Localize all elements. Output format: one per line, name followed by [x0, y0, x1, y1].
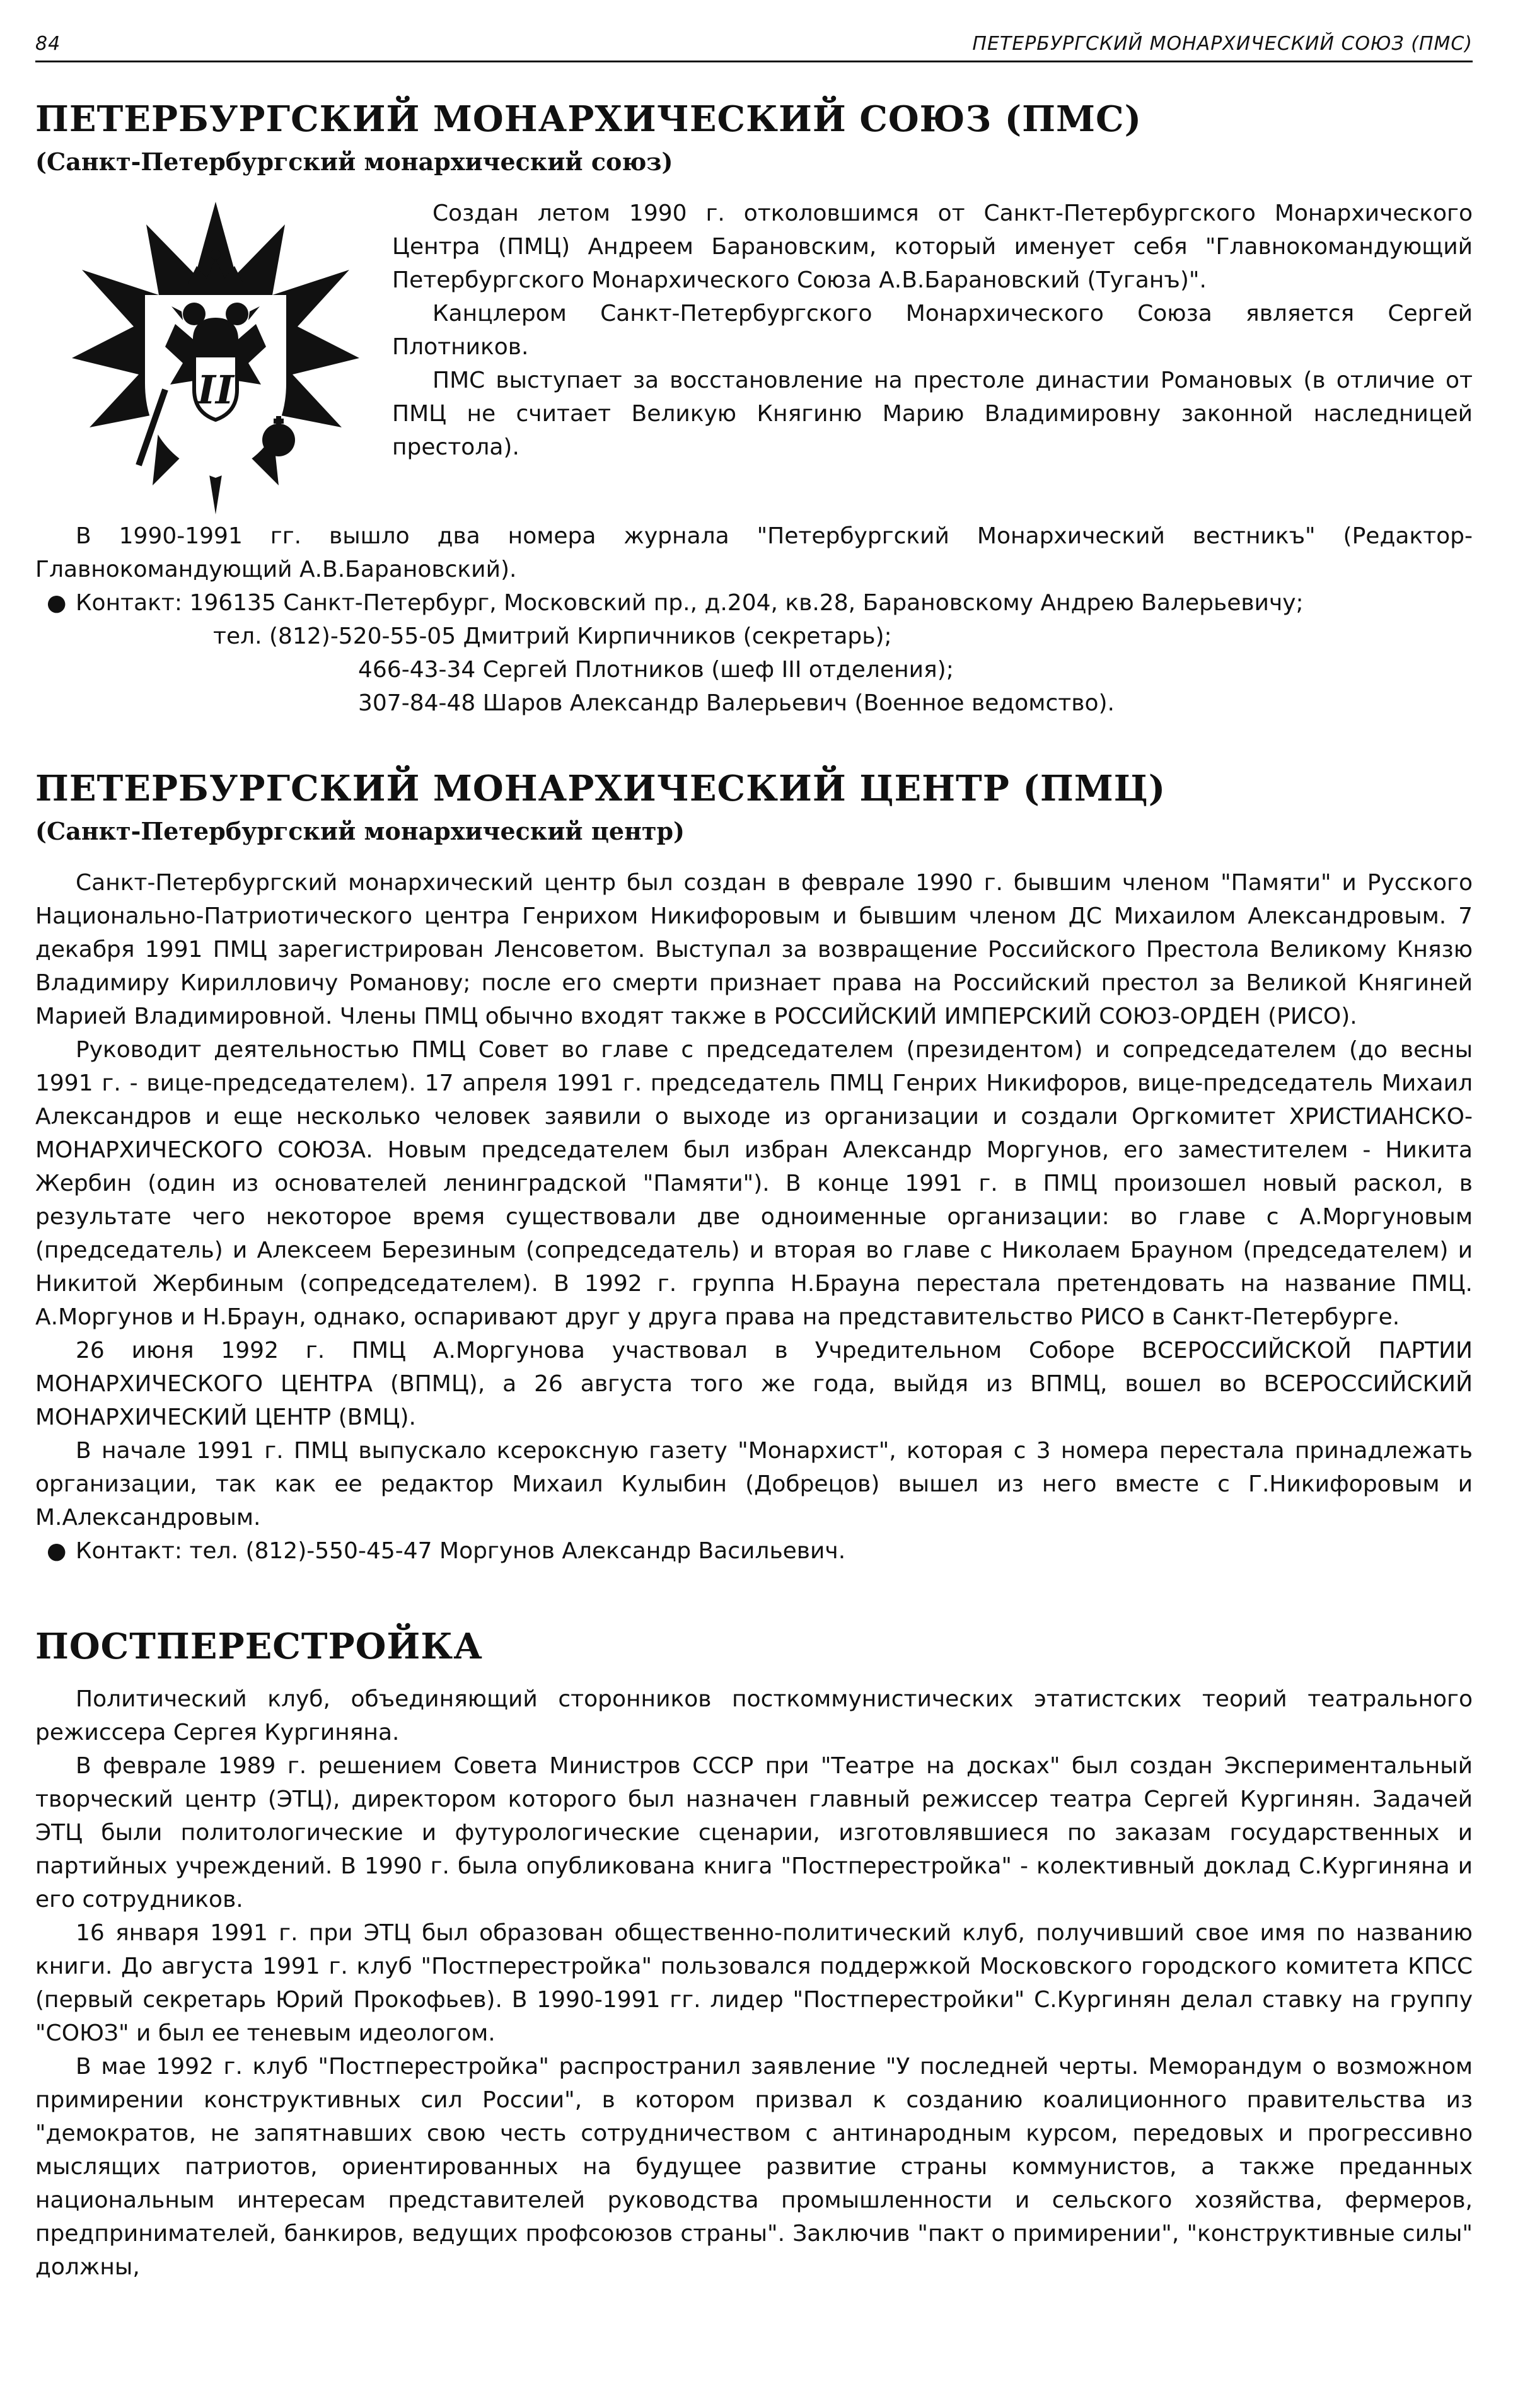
paragraph: Политический клуб, объединяющий сторонников посткоммунистических этатистских теорий театрального режиссера Сергея Кургиняна.: [35, 1686, 1473, 1745]
paragraph: В 1990-1991 гг. вышло два номера журнала "Петербургский Монархический вестникъ" (Редактор-Главнокомандующий А.В.Барановский).: [35, 523, 1473, 582]
paragraph: 26 июня 1992 г. ПМЦ А.Моргунова участвовал в Учредительном Соборе ВСЕРОССИЙСКОЙ ПАРТИИ МОНАРХИЧЕСКОГО ЦЕНТРА (ВПМЦ), а 26 августа того же года, выйдя из ВПМЦ, вошел во ВСЕРОССИЙСКИЙ МОНАРХИЧЕСКИЙ ЦЕНТР (ВМЦ).: [35, 1338, 1473, 1430]
contact-address: Контакт: 196135 Санкт-Петербург, Московский пр., д.204, кв.28, Барановскому Андрею Валерьевичу;: [76, 590, 1304, 616]
double-headed-eagle-emblem-icon: [71, 200, 361, 516]
section-pmc: [35, 764, 1473, 1568]
section-title: ПОСТПЕРЕСТРОЙКА: [35, 1626, 483, 1667]
contact-phone: тел. (812)-520-55-05 Дмитрий Кирпичников (секретарь);: [213, 623, 892, 649]
section-pms: [35, 95, 1473, 720]
contact-phone: Контакт: тел. (812)-550-45-47 Моргунов Александр Васильевич.: [76, 1538, 846, 1564]
contact-phone: 307-84-48 Шаров Александр Валерьевич (Военное ведомство).: [358, 690, 1115, 716]
bullet-icon: ●: [47, 1538, 67, 1564]
running-head-title: ПЕТЕРБУРГСКИЙ МОНАРХИЧЕСКИЙ СОЮЗ (ПМС): [972, 33, 1473, 55]
section-title: ПЕТЕРБУРГСКИЙ МОНАРХИЧЕСКИЙ ЦЕНТР (ПМЦ): [35, 768, 1166, 809]
paragraph: Санкт-Петербургский монархический центр был создан в феврале 1990 г. бывшим членом "Памяти" и Русского Национально-Патриотического центра Генрихом Никифоровым и бывшим членом ДС Михаилом Александровым. 7 декабря 1991 ПМЦ зарегистрирован Ленсоветом. Выступал за возвращение Российского Престола Великому Князю Владимиру Кирилловичу Романову; после его смерти признает права на Российский престол за Великой Княгиней Марией Владимировной. Члены ПМЦ обычно входят также в РОССИЙСКИЙ ИМПЕРСКИЙ СОЮЗ-ОРДЕН (РИСО).: [35, 870, 1473, 1029]
paragraph: Руководит деятельностью ПМЦ Совет во главе с председателем (президентом) и сопредседателем (до весны 1991 г. - вице-председателем). 17 апреля 1991 г. председатель ПМЦ Генрих Никифоров, вице-председатель Михаил Александров и еще несколько человек заявили о выходе из организации и создали Оргкомитет ХРИСТИАНСКО-МОНАРХИЧЕСКОГО СОЮЗА. Новым председателем был избран Александр Моргунов, его заместителем - Никита Жербин (один из основателей ленинградской "Памяти"). В конце 1991 г. в ПМЦ произошел новый раскол, в результате чего некоторое время существовали две одноименные организации: во главе с А.Моргуновым (председатель) и Алексеем Березиным (сопредседатель) и вторая во главе с Николаем Брауном (председателем) и Никитой Жербиным (сопредседателем). В 1992 г. группа Н.Брауна перестала претендовать на название ПМЦ. А.Моргунов и Н.Браун, однако, оспаривают друг у друга права на представительство РИСО в Санкт-Петербурге.: [35, 1037, 1473, 1330]
paragraph: Канцлером Санкт-Петербургского Монархического Союза является Сергей Плотников.: [392, 301, 1473, 360]
contact-phone: 466-43-34 Сергей Плотников (шеф III отделения);: [358, 657, 954, 683]
bullet-icon: ●: [47, 590, 67, 616]
paragraph: В феврале 1989 г. решением Совета Министров СССР при "Театре на досках" был создан Экспериментальный творческий центр (ЭТЦ), директором которого был назначен главный режиссер театра Сергей Кургинян. Задачей ЭТЦ были политологические и футурологические сценарии, изготовлявшиеся по заказам государственных и партийных учреждений. В 1990 г. была опубликована книга "Постперестройка" - колективный доклад С.Кургиняна и его сотрудников.: [35, 1753, 1473, 1913]
contact-block: [35, 586, 1473, 720]
paragraph: В начале 1991 г. ПМЦ выпускало ксероксную газету "Монархист", которая с 3 номера перестала принадлежать организации, так как ее редактор Михаил Кулыбин (Добрецов) вышел из него вместе с Г.Никифоровым и М.Александровым.: [35, 1438, 1473, 1531]
paragraph: В мае 1992 г. клуб "Постперестройка" распространил заявление "У последней черты. Меморандум о возможном примирении конструктивных сил России", в котором призвал к созданию коалиционного правительства из "демократов, не запятнавших свою честь сотрудничеством с антинародным курсом, передовых и прогрессивно мыслящих патриотов, ориентированных на будущее развитие страны коммунистов, а также преданных национальным интересам представителей руководства промышленности и сельского хозяйства, фермеров, предпринимателей, банкиров, ведущих профсоюзов страны". Заключив "пакт о примирении", "конструктивные силы" должны,: [35, 2054, 1473, 2280]
paragraph: ПМС выступает за восстановление на престоле династии Романовых (в отличие от ПМЦ не считает Великую Княгиню Марию Владимировну законной наследницей престола).: [392, 368, 1473, 460]
main-content: [35, 95, 1473, 2284]
page-number: 84: [35, 33, 61, 55]
section-postperestroika: [35, 1622, 1473, 2284]
section-subtitle: (Санкт-Петербургский монархический центр): [35, 817, 685, 845]
section-subtitle: (Санкт-Петербургский монархический союз): [35, 148, 673, 176]
section-title: ПЕТЕРБУРГСКИЙ МОНАРХИЧЕСКИЙ СОЮЗ (ПМС): [35, 98, 1142, 140]
contact-block: [35, 1534, 1473, 1568]
paragraph: 16 января 1991 г. при ЭТЦ был образован общественно-политический клуб, получивший свое имя по названию книги. До августа 1991 г. клуб "Постперестройка" пользовался поддержкой Московского городского комитета КПСС (первый секретарь Юрий Прокофьев). В 1990-1991 гг. лидер "Постперестройки" С.Кургинян делал ставку на группу "СОЮЗ" и был ее теневым идеологом.: [35, 1920, 1473, 2046]
running-head: [35, 23, 1473, 62]
paragraph: Создан летом 1990 г. отколовшимся от Санкт-Петербургского Монархического Центра (ПМЦ) Андреем Барановским, который именует себя "Главнокомандующий Петербургского Монархического Союза А.В.Барановский (Туганъ)".: [392, 200, 1473, 293]
svg-text:II: II: [197, 367, 235, 413]
